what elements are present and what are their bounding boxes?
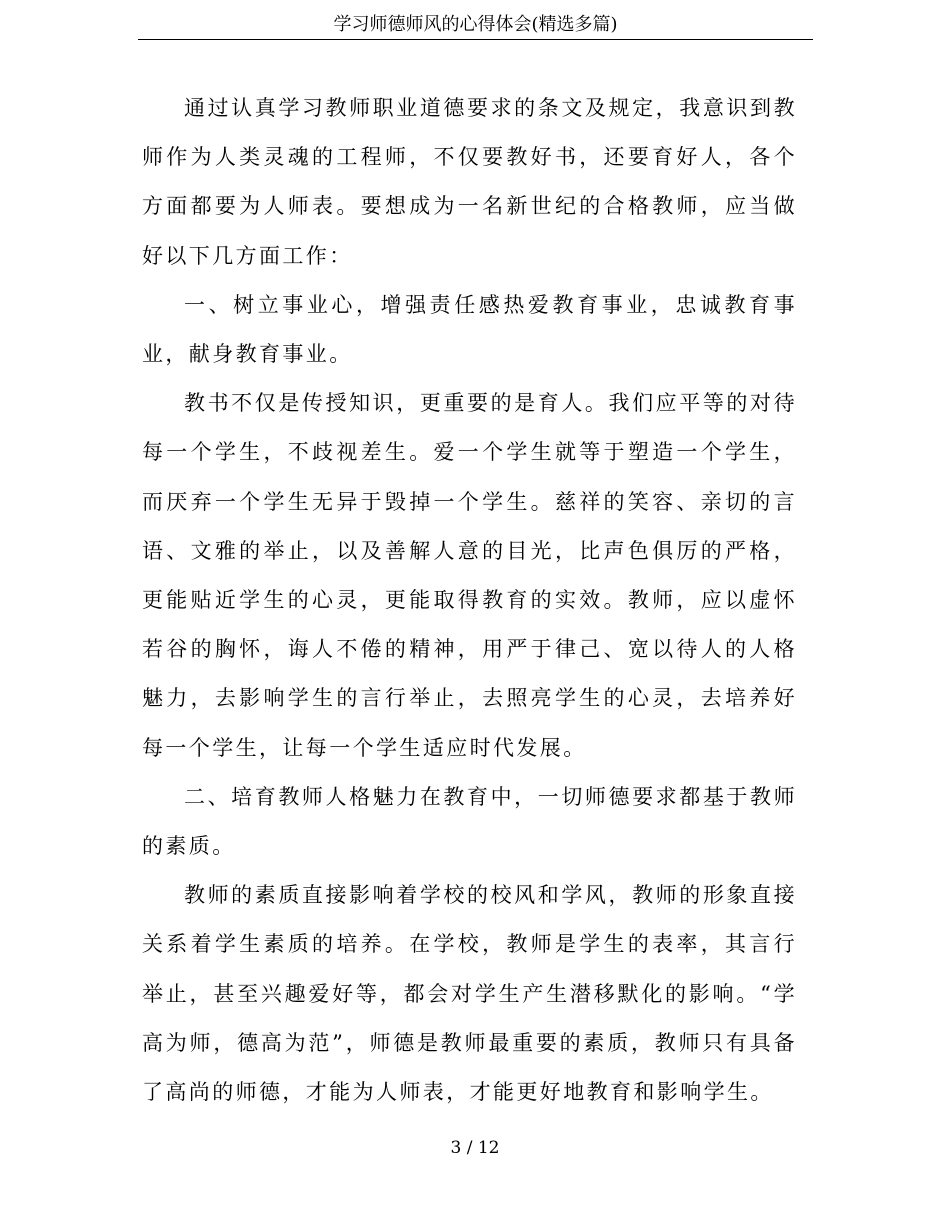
paragraph: 通过认真学习教师职业道德要求的条文及规定，我意识到教师作为人类灵魂的工程师，不仅要教好书，还要育好人，各个方面都要为人师表。要想成为一名新世纪的合格教师，应当做好以下几方面工作：: [142, 96, 797, 268]
paragraph: 教师的素质直接影响着学校的校风和学风，教师的形象直接关系着学生素质的培养。在学校，教师是学生的表率，其言行举止，甚至兴趣爱好等，都会对学生产生潜移默化的影响。“学高为师，德高为范”，师德是教师最重要的素质，教师只有具备了高尚的师德，才能为人师表，才能更好地教育和影响学生。: [142, 883, 797, 1105]
paragraph: 教书不仅是传授知识，更重要的是育人。我们应平等的对待每一个学生，不歧视差生。爱一个学生就等于塑造一个学生，而厌弃一个学生无异于毁掉一个学生。慈祥的笑容、亲切的言语、文雅的举止，以及善解人意的目光，比声色俱厉的严格，更能贴近学生的心灵，更能取得教育的实效。教师，应以虚怀若谷的胸怀，诲人不倦的精神，用严于律己、宽以待人的人格魅力，去影响学生的言行举止，去照亮学生的心灵，去培养好每一个学生，让每一个学生适应时代发展。: [142, 391, 797, 760]
header-divider: [138, 39, 813, 40]
document-body: [142, 84, 797, 1117]
section-heading: 二、培育教师人格魅力在教育中，一切师德要求都基于教师的素质。: [142, 784, 797, 859]
section-heading: 一、树立事业心，增强责任感热爱教育事业，忠诚教育事业，献身教育事业。: [142, 292, 797, 367]
page-number: 3 / 12: [450, 1138, 500, 1158]
page-header-title: 学习师德师风的心得体会(精选多篇): [333, 14, 618, 35]
